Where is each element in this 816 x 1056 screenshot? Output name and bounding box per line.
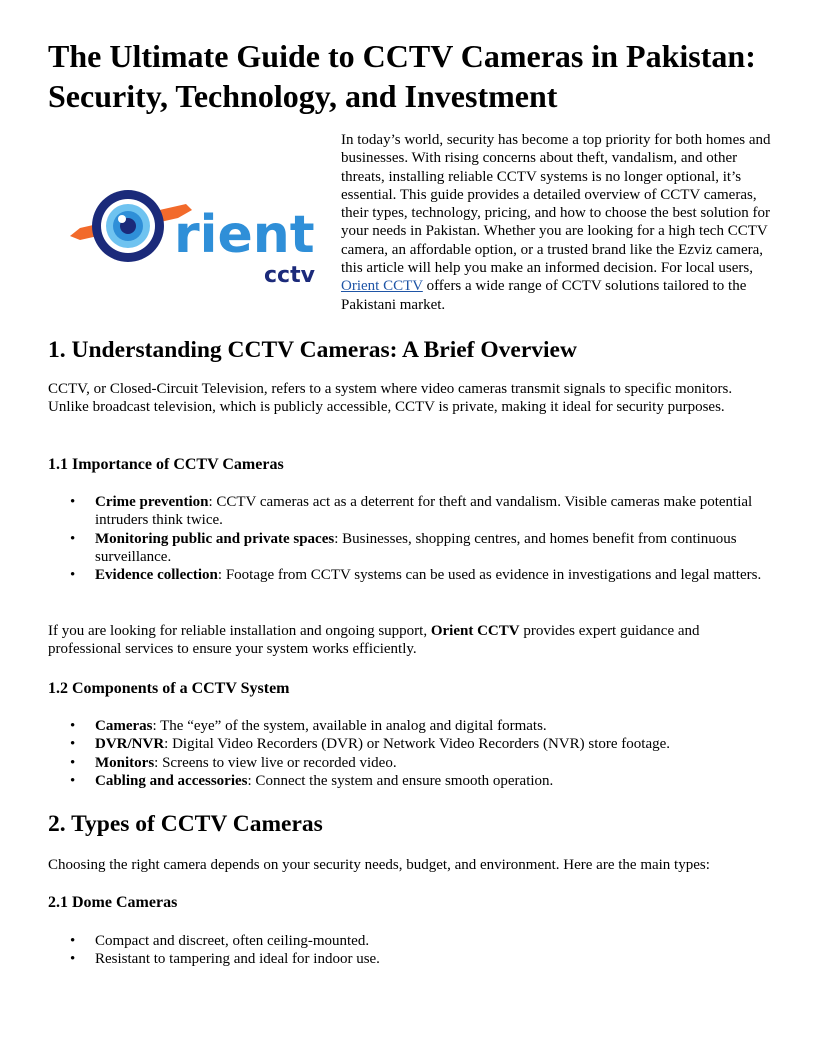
dome-cameras-list [48,932,773,969]
logo-word: rient [174,205,315,265]
list-item: • Resistant to tampering and ideal for indoor use. [70,951,380,968]
section-1-1-heading: 1.1 Importance of CCTV Cameras [48,456,284,473]
list-item: • DVR/NVR: Digital Video Recorders (DVR) or Network Video Recorders (NVR) store footage. [70,736,671,753]
list-item: • Cabling and accessories: Connect the system and ensure smooth operation. [70,772,554,789]
section-1-2-heading: 1.2 Components of a CCTV System [48,680,290,697]
list-item: • Compact and discreet, often ceiling-mounted. [70,933,370,949]
components-list [48,717,773,790]
list-item: • Evidence collection: Footage from CCTV systems can be used as evidence in investigations and legal matters. [70,567,762,584]
orient-cctv-link[interactable]: Orient CCTV [341,278,423,295]
section-1-paragraph: CCTV, or Closed-Circuit Television, refers to a system where video cameras transmit signals to specific monitors. Unlike broadcast television, which is publicly accessible, CCTV is private, making it ideal for security purposes. [48,381,733,416]
intro-paragraph: In today’s world, security has become a top priority for both homes and businesses. With rising concerns about theft, vandalism, and other threats, installing reliable CCTV systems is no longer optional, it’s essential. This guide provides a detailed overview of CCTV cameras, their types, technology, pricing, and how to choose the best solution for your needs in Pakistan. Whether you are looking for a high tech CCTV camera, an affordable option, or a trusted brand like the Ezviz camera, this article will help you make an informed decision. For local users, Orient CCTV offers a wide range of CCTV solutions tailored to the Pakistani market. [341,132,771,313]
section-1-heading: 1. Understanding CCTV Cameras: A Brief Overview [48,337,577,363]
section-2-heading: 2. Types of CCTV Cameras [48,811,323,837]
support-paragraph: If you are looking for reliable installation and ongoing support, Orient CCTV provides expert guidance and professional services to ensure your system works efficiently. [48,623,700,658]
list-item: • Monitors: Screens to view live or recorded video. [70,754,397,771]
section-2-paragraph: Choosing the right camera depends on your security needs, budget, and environment. Here are the main types: [48,857,710,873]
list-item: • Cameras: The “eye” of the system, available in analog and digital formats. [70,718,547,734]
importance-list [48,493,773,584]
list-item: • Crime prevention: CCTV cameras act as a deterrent for theft and vandalism. Visible cameras make potential intruders think twice. [70,494,753,529]
section-2-1-heading: 2.1 Dome Cameras [48,894,178,911]
logo-sub: cctv [264,263,315,288]
list-item: • Monitoring public and private spaces: Businesses, shopping centres, and homes benefit from continuous surveillance. [70,530,737,565]
page-title: The Ultimate Guide to CCTV Cameras in Pakistan: Security, Technology, and Investment [48,38,756,114]
orient-cctv-logo [66,188,316,288]
